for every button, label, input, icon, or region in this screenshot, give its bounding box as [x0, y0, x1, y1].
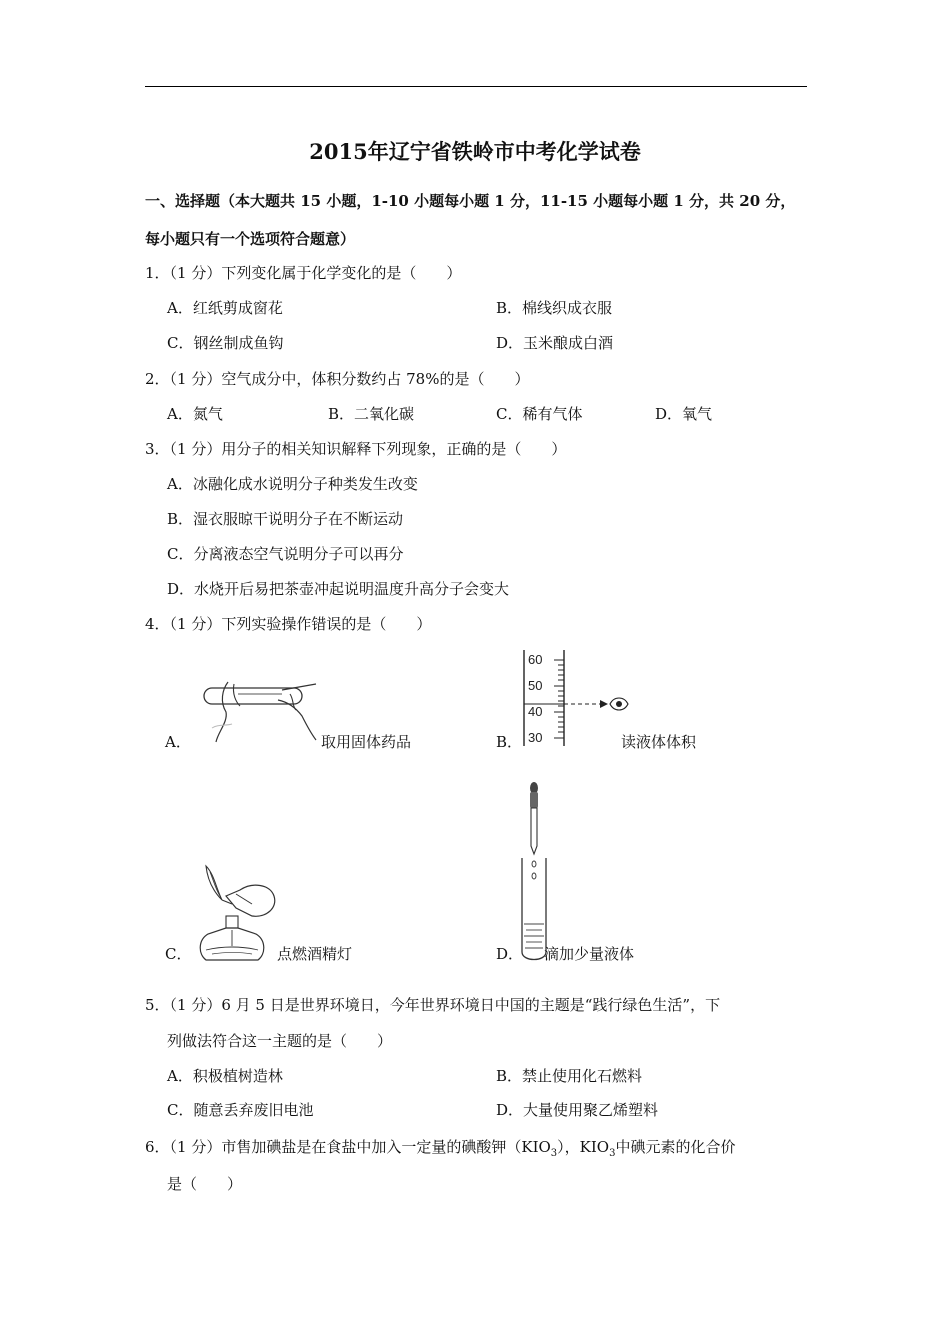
q5-stem-cont: 列做法符合这一主题的是（ ）	[167, 1032, 393, 1050]
q2-option-d: D．氧气	[655, 405, 713, 423]
q6-stem-cont: 是（ ）	[167, 1175, 243, 1193]
q4-stem: 4．（1 分）下列实验操作错误的是（ ）	[145, 615, 432, 633]
graduated-cylinder-figure	[518, 648, 630, 748]
q4-option-c-caption: 点燃酒精灯	[277, 945, 353, 963]
section-heading-cont: 每小题只有一个选项符合题意）	[145, 230, 356, 248]
q2-option-c: C．稀有气体	[496, 405, 583, 423]
q4-option-d-label: D．	[496, 945, 524, 963]
q4-option-a-label: A．	[165, 733, 191, 751]
q6-stem: 6．（1 分）市售加碘盐是在食盐中加入一定量的碘酸钾$(KIO_3)$，$KIO_3$中碘元素的化合价	[145, 1138, 736, 1159]
alcohol-lamp-figure	[192, 860, 284, 968]
q4-option-d-caption: 滴加少量液体	[544, 945, 635, 963]
q1-option-a: A．红纸剪成窗花	[167, 299, 283, 317]
q5-option-a: A．积极植树造林	[167, 1067, 283, 1085]
cylinder-tick-40: 40	[528, 704, 543, 719]
dropper-test-tube-figure	[518, 780, 550, 964]
cylinder-tick-60: 60	[528, 652, 543, 667]
cylinder-tick-50: 50	[528, 678, 543, 693]
test-tube-hands-figure	[198, 680, 323, 745]
q2-option-a: A．氮气	[167, 405, 223, 423]
q4-option-b-label: B．	[496, 733, 523, 751]
q3-option-a: A．冰融化成水说明分子种类发生改变	[167, 475, 418, 493]
q3-option-c: C．分离液态空气说明分子可以再分	[167, 545, 404, 563]
header-rule	[145, 86, 807, 87]
q1-stem: 1．（1 分）下列变化属于化学变化的是（ ）	[145, 264, 462, 282]
q5-option-c: C．随意丢弃废旧电池	[167, 1101, 314, 1119]
q1-option-c: C．钢丝制成鱼钩	[167, 334, 284, 352]
q4-option-c-label: C．	[165, 945, 192, 963]
q2-stem: 2．（1 分）空气成分中，体积分数约占 78%的是（ ）	[145, 370, 530, 388]
section-heading: 一、选择题（本大题共 15 小题，1-10 小题每小题 1 分，11-15 小题每小题 1 分，共 20 分，	[145, 192, 796, 210]
q2-option-b: B．二氧化碳	[328, 405, 415, 423]
q4-option-a-caption: 取用固体药品	[321, 733, 412, 751]
q5-stem: 5．（1 分）6 月 5 日是世界环境日，今年世界环境日中国的主题是“践行绿色生活”，下	[145, 996, 721, 1014]
q3-option-b: B．湿衣服晾干说明分子在不断运动	[167, 510, 404, 528]
q3-option-d: D．水烧开后易把茶壶冲起说明温度升高分子会变大	[167, 580, 510, 598]
page-title: 2015年辽宁省铁岭市中考化学试卷	[309, 139, 641, 164]
q5-option-d: D．大量使用聚乙烯塑料	[496, 1101, 659, 1119]
q3-stem: 3．（1 分）用分子的相关知识解释下列现象，正确的是（ ）	[145, 440, 567, 458]
q1-option-b: B．棉线织成衣服	[496, 299, 613, 317]
cylinder-tick-30: 30	[528, 730, 543, 745]
q5-option-b: B．禁止使用化石燃料	[496, 1067, 643, 1085]
q4-option-b-caption: 读液体体积	[621, 733, 697, 751]
q1-option-d: D．玉米酿成白酒	[496, 334, 614, 352]
